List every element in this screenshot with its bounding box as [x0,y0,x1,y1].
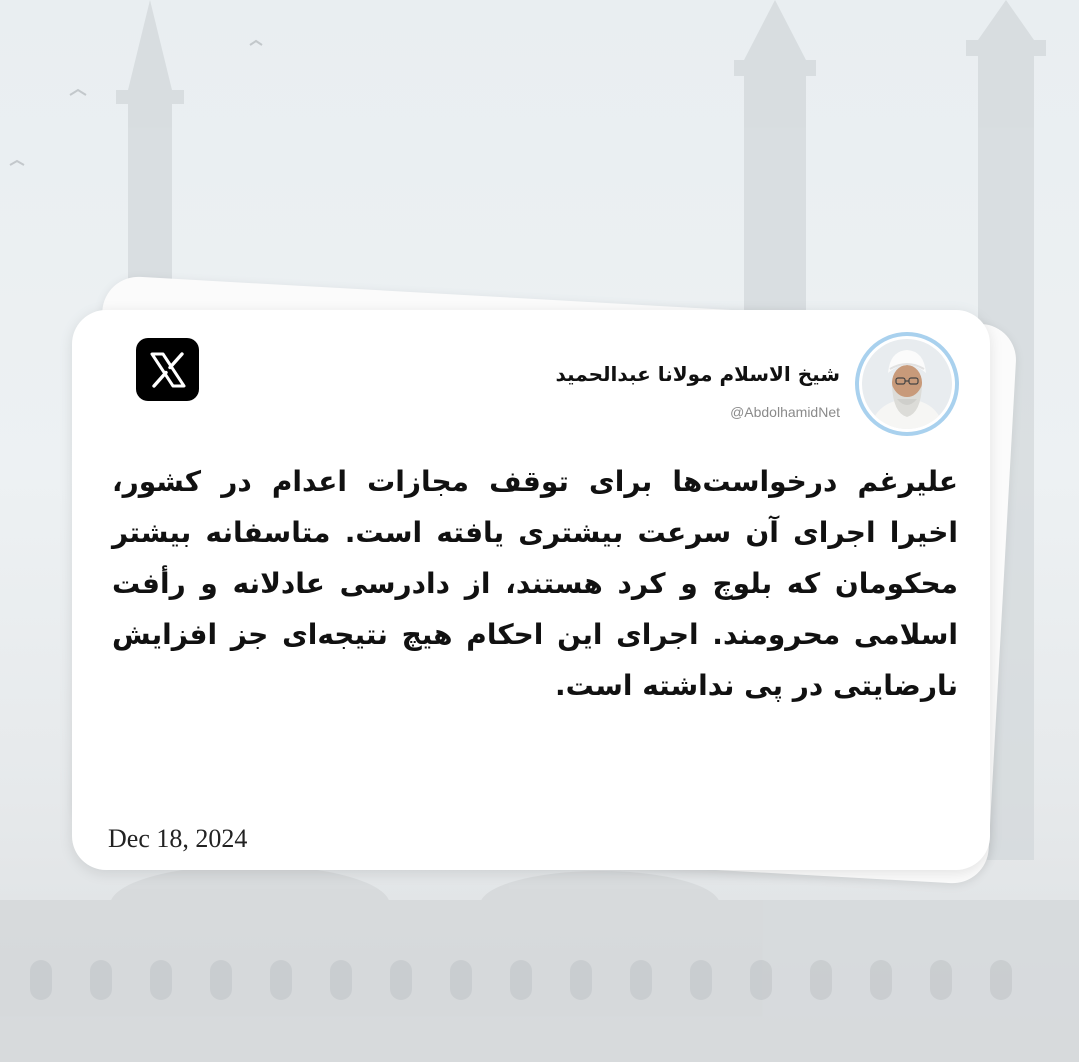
x-logo-icon[interactable] [136,338,199,401]
author-name[interactable]: شیخ الاسلام مولانا عبدالحمید [555,362,840,386]
author-handle[interactable]: @AbdolhamidNet [730,404,840,420]
post-card [72,310,990,870]
avatar-portrait [859,336,955,432]
avatar[interactable] [855,332,959,436]
post-text: علیرغم درخواست‌ها برای توقف مجازات اعدام در کشور، اخیرا اجرای آن سرعت بیشتری یافته است. متاسفانه بیشتر محکومان که بلوچ و کرد هستند، از دادرسی عادلانه و رأفت اسلامی محرومند. اجرای این احکام هیچ نتیجه‌ای جز افزایش نارضایتی در پی نداشته است. [112,465,958,702]
post-date: Dec 18, 2024 [108,824,248,853]
